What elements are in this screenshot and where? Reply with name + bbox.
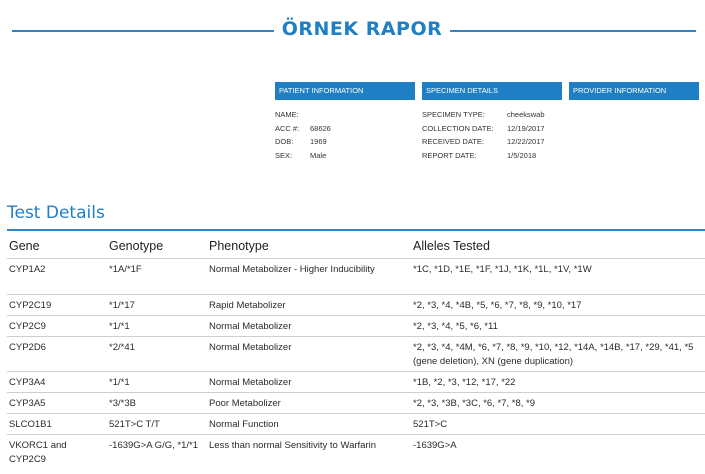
cell-alleles: *2, *3, *4, *4M, *6, *7, *8, *9, *10, *12, *14A, *14B, *17, *29, *41, *5 (gene deletion), XN (gene duplication) xyxy=(413,342,694,367)
specimen-field-collection-date xyxy=(422,122,567,136)
cell-genotype: *2/*41 xyxy=(109,342,135,353)
patient-field-sex xyxy=(275,149,415,163)
cell-phenotype: Normal Metabolizer xyxy=(209,342,292,353)
cell-gene: CYP3A4 xyxy=(9,377,46,388)
cell-genotype: 521T>C T/T xyxy=(109,419,160,430)
specimen-field-type xyxy=(422,108,567,122)
cell-phenotype: Less than normal Sensitivity to Warfarin xyxy=(209,440,377,451)
cell-gene: SLCO1B1 xyxy=(9,419,52,430)
cell-genotype: *1/*1 xyxy=(109,377,130,388)
patient-information-header: PATIENT INFORMATION xyxy=(275,82,415,100)
table-row xyxy=(7,337,705,372)
cell-alleles: *1C, *1D, *1E, *1F, *1J, *1K, *1L, *1V, *1W xyxy=(413,264,592,275)
patient-field-name xyxy=(275,108,415,122)
cell-phenotype: Normal Metabolizer xyxy=(209,377,292,388)
table-row xyxy=(7,372,705,393)
cell-genotype: -1639G>A G/G, *1/*1 xyxy=(109,440,198,451)
table-header-row xyxy=(7,231,705,259)
test-details-title: Test Details xyxy=(7,203,105,223)
cell-gene: CYP1A2 xyxy=(9,264,46,275)
specimen-field-report-date xyxy=(422,149,567,163)
cell-gene: CYP2C9 xyxy=(9,321,46,332)
field-value: 68626 xyxy=(310,123,331,133)
field-label: COLLECTION DATE: xyxy=(422,123,494,133)
field-value: cheekswab xyxy=(507,110,545,119)
cell-gene: CYP3A5 xyxy=(9,398,46,409)
provider-information-header: PROVIDER INFORMATION xyxy=(569,82,699,100)
field-label: RECEIVED DATE: xyxy=(422,137,484,146)
patient-field-dob xyxy=(275,135,415,149)
cell-alleles: *1B, *2, *3, *12, *17, *22 xyxy=(413,377,516,388)
table-row xyxy=(7,295,705,316)
cell-gene: VKORC1 and CYP2C9 xyxy=(9,440,67,465)
cell-phenotype: Rapid Metabolizer xyxy=(209,300,286,311)
cell-alleles: 521T>C xyxy=(413,419,448,430)
report-header xyxy=(12,18,696,44)
column-header-gene: Gene xyxy=(9,239,40,253)
report-title: ÖRNEK RAPOR xyxy=(281,18,443,40)
title-rule-left xyxy=(12,30,274,32)
field-value: 12/22/2017 xyxy=(507,137,545,146)
field-value: 12/19/2017 xyxy=(507,123,545,133)
patient-field-acc xyxy=(275,122,415,136)
table-row xyxy=(7,316,705,337)
table-row xyxy=(7,259,705,295)
cell-genotype: *1/*1 xyxy=(109,321,130,332)
column-header-alleles-tested: Alleles Tested xyxy=(413,239,490,253)
cell-phenotype: Normal Metabolizer - Higher Inducibility xyxy=(209,264,375,275)
cell-alleles: *2, *3, *4, *4B, *5, *6, *7, *8, *9, *10, *17 xyxy=(413,300,582,311)
field-value: 1969 xyxy=(310,137,327,146)
column-header-phenotype: Phenotype xyxy=(209,239,269,253)
title-rule-right xyxy=(450,30,696,32)
cell-phenotype: Poor Metabolizer xyxy=(209,398,281,409)
table-row xyxy=(7,393,705,414)
cell-gene: CYP2D6 xyxy=(9,342,46,353)
cell-genotype: *3/*3B xyxy=(109,398,136,409)
specimen-details-fields xyxy=(422,108,567,162)
field-label: ACC #: xyxy=(275,123,300,133)
patient-information-fields xyxy=(275,108,415,162)
cell-phenotype: Normal Metabolizer xyxy=(209,321,292,332)
column-header-genotype: Genotype xyxy=(109,239,164,253)
specimen-details-header: SPECIMEN DETAILS xyxy=(422,82,562,100)
cell-phenotype: Normal Function xyxy=(209,419,279,430)
specimen-field-received-date xyxy=(422,135,567,149)
field-label: REPORT DATE: xyxy=(422,150,477,160)
field-label: DOB: xyxy=(275,137,294,146)
field-label: NAME: xyxy=(275,110,299,119)
table-row xyxy=(7,435,705,471)
field-label: SPECIMEN TYPE: xyxy=(422,110,485,119)
test-details-table xyxy=(7,231,705,471)
cell-genotype: *1/*17 xyxy=(109,300,135,311)
cell-alleles: *2, *3, *3B, *3C, *6, *7, *8, *9 xyxy=(413,398,535,409)
table-row xyxy=(7,414,705,435)
field-label: SEX: xyxy=(275,150,293,160)
cell-genotype: *1A/*1F xyxy=(109,264,142,275)
cell-alleles: -1639G>A xyxy=(413,440,457,451)
field-value: 1/5/2018 xyxy=(507,150,537,160)
field-value: Male xyxy=(310,150,327,160)
cell-gene: CYP2C19 xyxy=(9,300,52,311)
cell-alleles: *2, *3, *4, *5, *6, *11 xyxy=(413,321,498,332)
